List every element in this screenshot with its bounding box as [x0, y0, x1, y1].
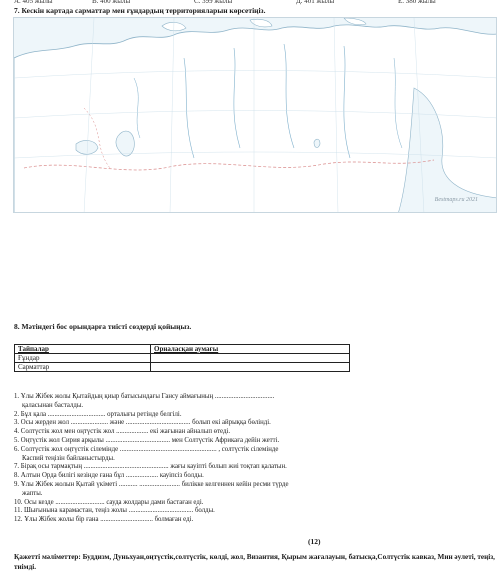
- option-c: С. 399 жылы: [194, 0, 233, 5]
- list-item: 3. Осы жерден жол ...................... және ...................................... болып екі айрыққа бөлінді.: [14, 419, 271, 427]
- map-credit: Bestmaps.ru 2021: [434, 197, 478, 203]
- list-item: 12. Ұлы Жібек жолы бір ғана ............................... болмаған еді.: [14, 516, 194, 524]
- list-item: Каспий теңізін байланыстырды.: [22, 454, 115, 462]
- list-item: 6. Солтүстік жол оңтүстік сілемінде ......................................................... , солтүстік сілемінде: [14, 445, 279, 453]
- option-d: Д. 401 жылы: [296, 0, 335, 5]
- fill-in-items: [14, 393, 374, 525]
- option-a: А. 405 жылы: [14, 0, 53, 5]
- list-item: қаласынан басталды.: [22, 401, 84, 409]
- table-row: [15, 363, 350, 372]
- outline-map-drawing: [14, 18, 497, 213]
- score-label: (12): [308, 537, 321, 546]
- table-header-row: [15, 345, 350, 354]
- table-header-territory: Орналасқан аумағы: [151, 345, 350, 354]
- list-item: 10. Осы кезде ............................. сауда жолдары дами бастаған еді.: [14, 498, 204, 506]
- table-header-tribes: Тайпалар: [15, 345, 151, 354]
- list-item: 4. Солтүстік жол мен оңтүстік жол ................... екі жағынан айналып өтеді.: [14, 428, 231, 436]
- table-cell-territory[interactable]: [151, 363, 350, 372]
- question-8-title: 8. Мәтіндегі бос орындарға тиісті сөздерді қойыңыз.: [14, 322, 192, 331]
- option-e: Е. 380 жылы: [398, 0, 436, 5]
- question-7-title: 7. Кескін картада сарматтар мен ғұндардың территорияларын көрсетіңіз.: [14, 6, 266, 15]
- list-item: 11. Шығынына карамастан, теңіз жолы ...................................... болды.: [14, 507, 215, 515]
- list-item: 1. Ұлы Жібек жолы Қытайдың қиыр батысындағы Гансу аймағының ...................................: [14, 393, 275, 400]
- tribes-table: [14, 344, 350, 372]
- outline-map: [13, 17, 497, 213]
- list-item: 9. Ұлы Жібек жолын Қытай үкіметі ........... ........................ билікке келгеннен кейін ресми түрде: [14, 480, 289, 488]
- list-item: 5. Оңтүстік жол Сирия арқылы ...................................... мен Солтүстік Африкаға дейін жетті.: [14, 436, 280, 444]
- list-item: жапты.: [22, 489, 43, 497]
- table-row: [15, 354, 350, 363]
- table-cell-territory[interactable]: [151, 354, 350, 363]
- table-cell-tribe: Ғұндар: [15, 354, 151, 363]
- option-b: В. 400 жылы: [92, 0, 131, 5]
- list-item: 7. Бірақ осы тармақтың .................................................. жағы кауіпті болып жиі тоқтап қалатын.: [14, 463, 287, 471]
- list-item: 2. Бұл қала .................................. орталығы ретінде белгілі.: [14, 410, 182, 418]
- table-cell-tribe: Сарматтар: [15, 363, 151, 372]
- list-item: 8. Алтын Орда билігі кезінде ғана бұл ................... кауіпсіз болды.: [14, 472, 204, 480]
- required-info-note: Қажетті мәліметтер: Буддизм, Дуньхуан,оңтүстік,солтүстік, көлді, жол, Византия, Қырым жағалауын, батысқа,Солтүстік кавказ, Мин әулеті, теңіз, тиімді.: [14, 553, 495, 571]
